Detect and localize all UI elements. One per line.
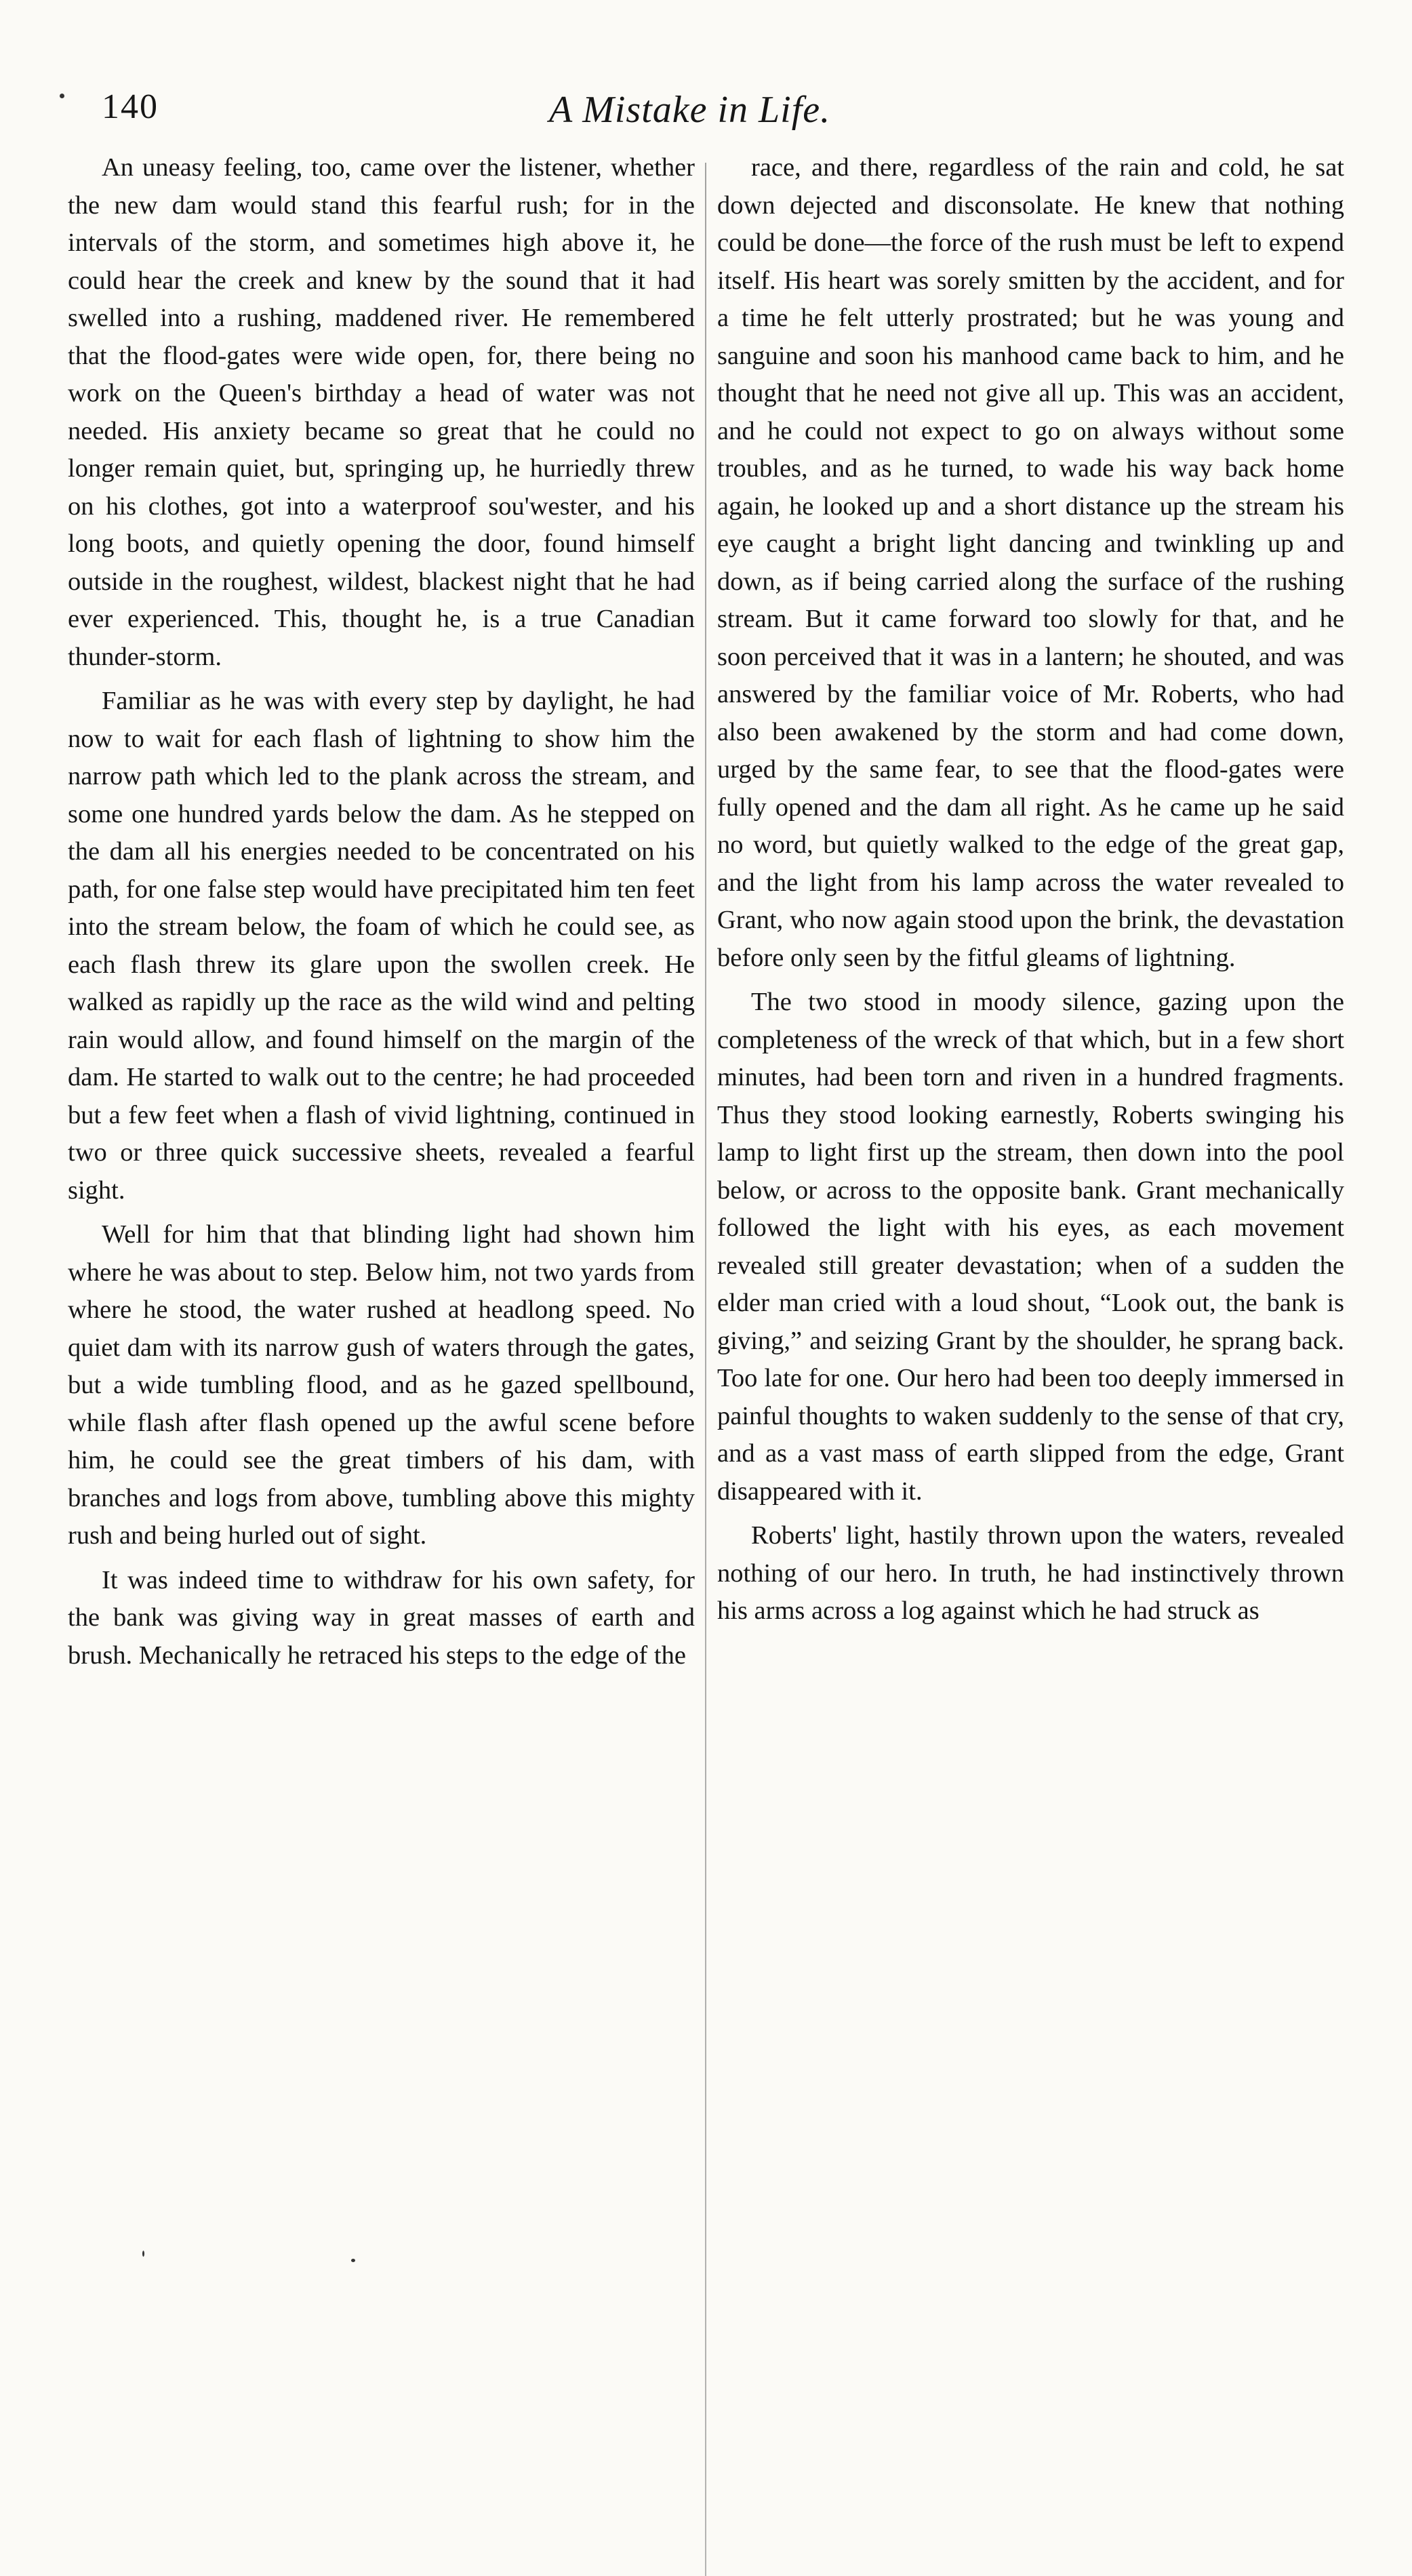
paragraph: Roberts' light, hastily thrown upon the waters, revealed nothing of our hero. In truth, he had instinctively thrown his arms across a log against which he had struck as: [717, 1521, 1344, 1625]
print-speck: [60, 94, 64, 98]
page-header: [0, 80, 1412, 141]
column-divider: [705, 163, 706, 2576]
paragraph: An uneasy feeling, too, came over the listener, whether the new dam would stand this fearful rush; for in the intervals of the storm, and sometimes high above it, he could hear the creek and knew by the sound that it had swelled into a rushing, maddened river. He remembered that the flood-gates were wide open, for, there being no work on the Queen's birthday a head of water was not needed. His anxiety became so great that he could no longer remain quiet, but, springing up, he hurriedly threw on his clothes, got into a waterproof sou'wester, and his long boots, and quietly opening the door, found himself outside in the roughest, wildest, blackest night that he had ever experienced. This, thought he, is a true Canadian thunder-storm.: [68, 153, 695, 671]
page-number: 140: [102, 87, 159, 126]
paragraph: The two stood in moody silence, gazing upon the completeness of the wreck of that which, but in a few short minutes, had been torn and riven in a hundred fragments. Thus they stood looking earnestly, Roberts swinging his lamp to light first up the stream, then down into the pool below, or across to the opposite bank. Grant mechanically followed the light with his eyes, as each movement revealed still greater devastation; when of a sudden the elder man cried with a loud shout, “Look out, the bank is giving,” and seizing Grant by the shoulder, he sprang back. Too late for one. Our hero had been too deeply immersed in painful thoughts to waken suddenly to the sense of that cry, and as a vast mass of earth slipped from the edge, Grant disappeared with it.: [717, 988, 1344, 1506]
print-speck: [142, 2251, 144, 2257]
running-title: A Mistake in Life.: [549, 89, 831, 131]
paragraph: Familiar as he was with every step by daylight, he had now to wait for each flash of lightning to show him the narrow path which led to the plank across the stream, and some one hundred yards below the dam. As he stepped on the dam all his energies needed to be concentrated on his path, for one false step would have precipitated him ten feet into the stream below, the foam of which he could see, as each flash threw its glare upon the swollen creek. He walked as rapidly up the race as the wild wind and pelting rain would allow, and found himself on the margin of the dam. He started to walk out to the centre; he had proceeded but a few feet when a flash of vivid lightning, continued in two or three quick successive sheets, revealed a fearful sight.: [68, 687, 695, 1205]
paragraph: It was indeed time to withdraw for his own safety, for the bank was giving way in great masses of earth and brush. Mechanically he retraced his steps to the edge of the: [68, 1565, 695, 1670]
paragraph: race, and there, regardless of the rain and cold, he sat down dejected and disconsolate. He knew that nothing could be done—the force of the rush must be left to expend itself. His heart was sorely smitten by the accident, and for a time he felt utterly prostrated; but he was young and sanguine and soon his manhood came back to him, and he thought that he need not give all up. This was an accident, and he could not expect to go on always without some troubles, and as he turned, to wade his way back home again, he looked up and a short distance up the stream his eye caught a bright light dancing and twinkling up and down, as if being carried along the surface of the rushing stream. But it came forward too slowly for that, and he soon perceived that it was in a lantern; he shouted, and was answered by the familiar voice of Mr. Roberts, who had also been awakened by the storm and had come down, urged by the same fear, to see that the flood-gates were fully opened and the dam all right. As he came up he said no word, but quietly walked to the edge of the great gap, and the light from his lamp across the water revealed to Grant, who now again stood upon the brink, the devastation before only seen by the fitful gleams of lightning.: [717, 153, 1344, 972]
left-column: [68, 149, 695, 1681]
print-speck: [351, 2259, 355, 2262]
right-column: [717, 149, 1344, 1637]
paragraph: Well for him that that blinding light had shown him where he was about to step. Below him, not two yards from where he stood, the water rushed at headlong speed. No quiet dam with its narrow gush of waters through the gates, but a wide tumbling flood, and as he gazed spellbound, while flash after flash opened up the awful scene before him, he could see the great timbers of his dam, with branches and logs from above, tumbling above this mighty rush and being hurled out of sight.: [68, 1220, 695, 1550]
